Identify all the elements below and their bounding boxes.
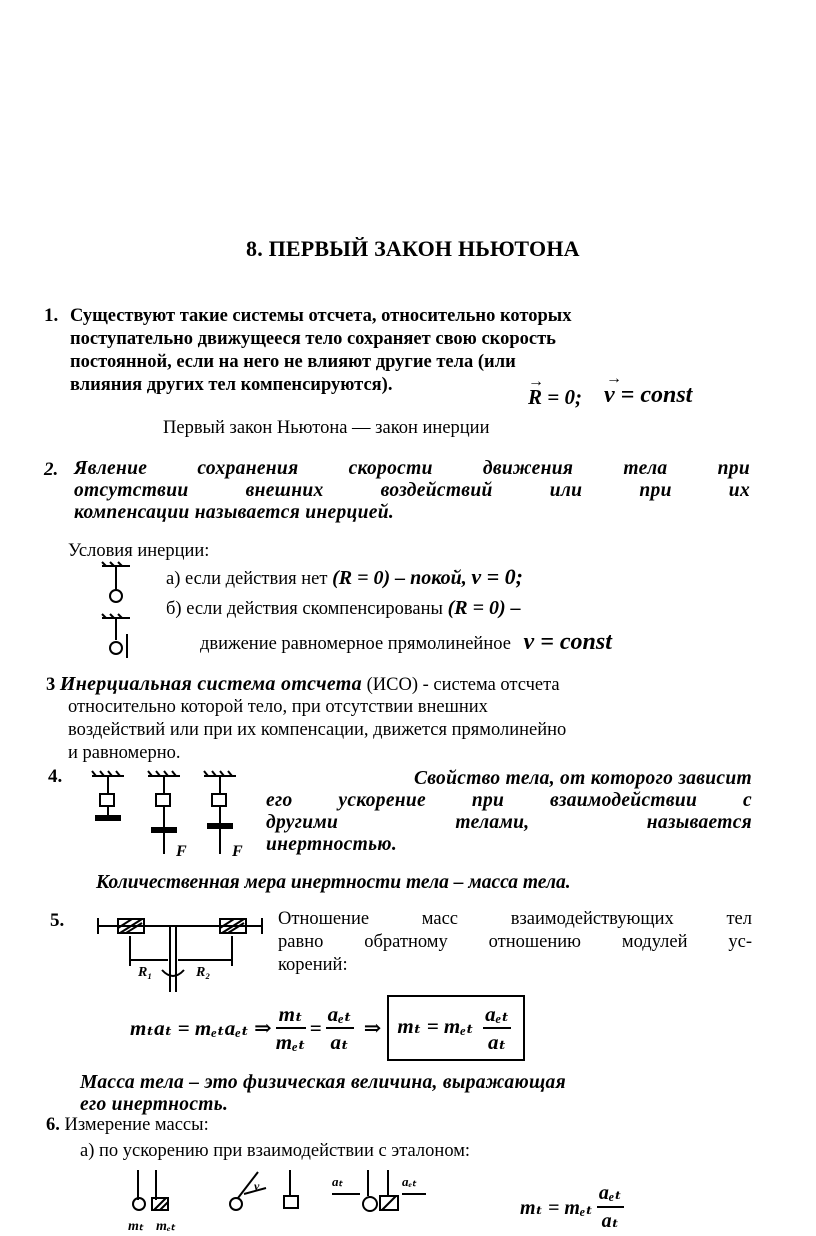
section-4-line-4: инертностью. — [266, 834, 398, 855]
velocity-label: v — [254, 1179, 260, 1193]
hanging-ball-figure — [96, 562, 136, 662]
section-1-line-2: поступательно движущееся тело сохраняет свою скорость — [70, 329, 556, 349]
section-5-line-2: равно обратному отношению модулей ус- — [278, 932, 752, 952]
section-1-line-4: влияния других тел компенсируются). — [70, 375, 393, 395]
formula-r-zero — [528, 373, 582, 410]
mass-measurement-figure — [126, 1166, 446, 1234]
formula-r: R = 0; — [528, 385, 582, 409]
section-1-number: 1. — [44, 305, 59, 326]
section-3-body — [68, 696, 752, 765]
radius-label-2: R₂ — [196, 965, 211, 980]
section-2-line-3: компенсации называется инерцией. — [74, 502, 395, 523]
section-2-number: 2. — [44, 459, 59, 480]
equation-momentum: mₜaₜ = mₑₜaₑₜ ⇒ — [130, 1016, 272, 1040]
section-3-line-2: воздействий или при их компенсации, движется прямолинейно — [68, 720, 567, 740]
section-4-line-1: Свойство тела, от которого зависит — [414, 768, 752, 789]
mass-measure-statement: Количественная мера инертности тела – масса тела. — [96, 872, 571, 893]
section-3-line-3: и равномерно. — [68, 743, 181, 763]
section-2-line-2: отсутствии внешних воздействий или при их — [74, 480, 750, 501]
section-4-text — [266, 768, 752, 856]
condition-b: б) если действия скомпенсированы (R = 0) – — [166, 597, 521, 619]
section-4-line-2: его ускорение при взаимодействии с — [266, 790, 752, 811]
conditions-title: Условия инерции: — [68, 541, 210, 561]
mass-measurement-formula: mₜ = mₑₜ $\frac{\text{aₑₜ}}{\text{aₜ}}$ — [520, 1182, 622, 1232]
condition-b-line-2: движение равномерное прямолинейное v = const — [200, 629, 612, 655]
mass-label-body: mₜ — [128, 1219, 144, 1234]
section-5-number: 5. — [50, 910, 65, 931]
section-6-heading: 6. Измерение массы: — [46, 1115, 209, 1135]
section-6-number: 6. — [46, 1115, 60, 1135]
section-3-line-1: относительно которой тело, при отсутствии внешних — [68, 697, 488, 717]
section-2-text — [74, 458, 750, 524]
mass-label-etalon: mₑₜ — [156, 1219, 175, 1234]
section-3-text: 3 Инерциальная система отсчета (ИСО) - система отсчета — [46, 673, 560, 695]
section-5-line-3: корений: — [278, 955, 348, 975]
formula-v-const: → v = const — [604, 370, 693, 408]
boxed-mass-formula: mₜ = mₑₜ $\frac{\text{aₑₜ}}{\text{aₜ}}$ — [387, 995, 525, 1061]
spring-weights-figure — [88, 770, 258, 860]
force-label-1: F — [176, 843, 187, 860]
centrifuge-figure — [96, 906, 266, 998]
acc-label-body: aₜ — [332, 1174, 343, 1189]
section-3-term: Инерциальная система отсчета — [59, 673, 362, 695]
section-6-a: а) по ускорению при взаимодействии с эталоном: — [80, 1141, 471, 1161]
section-5-text — [278, 908, 752, 977]
mass-definition — [80, 1072, 752, 1116]
mass-definition-line-2: его инертность. — [80, 1094, 229, 1115]
mass-ratio-equation: mₜaₜ = mₑₜaₑₜ ⇒ $\frac{\text{mₜ}}{\text{mₑₜ}}$ = $\frac{\text{aₑₜ}}{\text{aₜ}}$ ⇒ mₜ = mₑₜ $\frac{\text{aₑₜ}}{\text{aₜ}}$ — [130, 995, 525, 1061]
section-1-line-3: постоянной, если на него не влияют другие тела (или — [70, 352, 516, 372]
page-title: 8. ПЕРВЫЙ ЗАКОН НЬЮТОНА — [246, 236, 580, 261]
section-1-line-1: Существуют такие системы отсчета, относительно которых — [70, 306, 572, 326]
acc-label-etalon: aₑₜ — [402, 1174, 416, 1189]
fraction-mass: $\frac{\text{mₜ}}{\text{mₑₜ}}$ — [275, 1002, 306, 1054]
condition-a: а) если действия нет (R = 0) – покой, v = 0; — [166, 564, 524, 589]
vector-arrow-icon: → — [528, 373, 544, 390]
fraction-acceleration: $\frac{\text{aₑₜ}}{\text{aₜ}}$ — [327, 1002, 352, 1054]
vector-arrow-icon: → — [606, 370, 622, 387]
mass-definition-line-1: Масса тела – это физическая величина, выражающая — [80, 1072, 566, 1093]
section-1-caption: Первый закон Ньютона — закон инерции — [163, 418, 490, 438]
force-label-2: F — [232, 843, 243, 860]
section-4-line-3: другими телами, называется — [266, 812, 752, 833]
section-4-number: 4. — [48, 766, 63, 787]
section-2-line-1: Явление сохранения скорости движения тела при — [74, 458, 750, 479]
radius-label-1: R₁ — [138, 965, 153, 980]
section-5-line-1: Отношение масс взаимодействующих тел — [278, 909, 752, 929]
section-3-number: 3 — [46, 675, 56, 695]
